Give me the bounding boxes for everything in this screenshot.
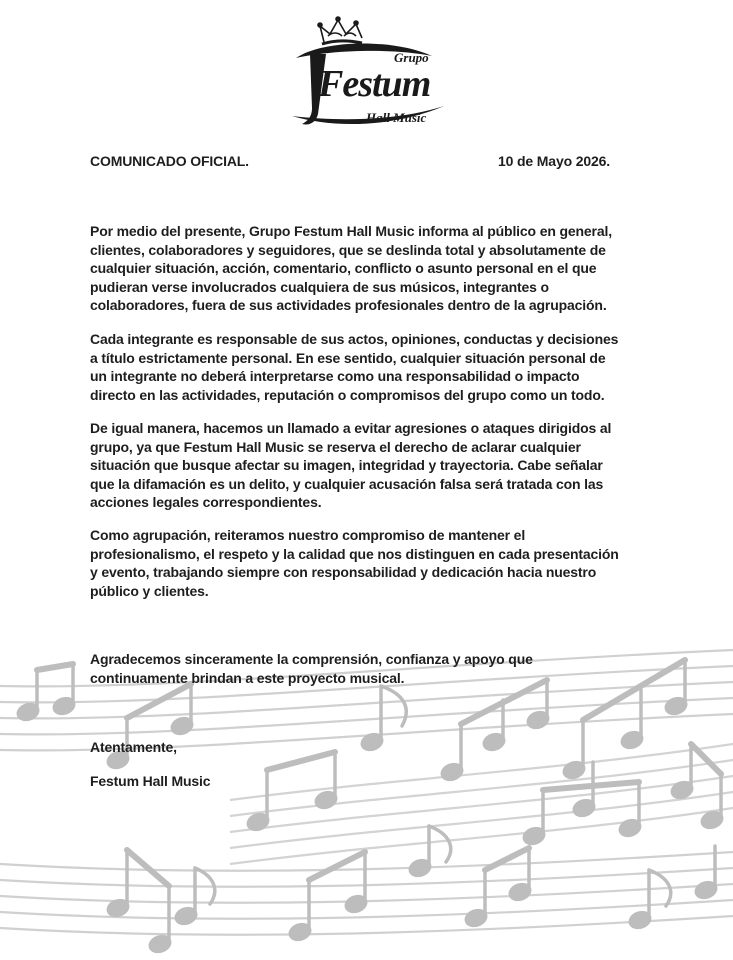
- paragraph-2: [90, 330, 650, 404]
- letter-title: COMUNICADO OFICIAL.: [90, 153, 249, 169]
- paragraph-line: y evento, trabajando siempre con responsabilidad y dedicación hacia nuestro: [90, 564, 597, 581]
- paragraph-line: directo en las actividades, reputación o compromisos del grupo como un todo.: [90, 386, 605, 403]
- signature-name: Festum Hall Music: [90, 773, 211, 789]
- paragraph-line: continuamente brindan a este proyecto musical.: [90, 669, 405, 686]
- paragraph-line: Como agrupación, reiteramos nuestro compromiso de mantener el: [90, 527, 526, 543]
- paragraph-1: [90, 222, 650, 315]
- paragraph-3: [90, 419, 650, 512]
- paragraph-line: pudieran verse involucrados cualquiera de sus músicos, integrantes o: [90, 278, 549, 295]
- thanks-paragraph: [90, 650, 650, 687]
- paragraph-line: acciones legales correspondientes.: [90, 494, 322, 511]
- closing-salutation: Atentamente,: [90, 739, 177, 755]
- logo-brand-name: Festum: [318, 63, 431, 105]
- paragraph-line: un integrante no deberá interpretarse como una responsabilidad o impacto: [90, 368, 580, 385]
- crown-icon: [318, 17, 362, 44]
- paragraph-line: grupo, ya que Festum Hall Music se reserva el derecho de aclarar cualquier: [90, 438, 581, 455]
- paragraph-line: situación que busque afectar su imagen, integridad y trayectoria. Cabe señalar: [90, 457, 603, 474]
- logo-brand-small: Grupo: [394, 50, 429, 65]
- paragraph-line: clientes, colaboradores y seguidores, que se deslinda total y absolutamente de: [90, 241, 606, 258]
- paragraph-line: que la difamación es un delito, y cualquier acusación falsa será tratada con las: [90, 475, 604, 492]
- paragraph-line: a título estrictamente personal. En ese sentido, cualquier situación personal de: [90, 349, 606, 366]
- paragraph-line: cualquier situación, acción, comentario, conflicto o asunto personal en el que: [90, 260, 597, 277]
- paragraph-line: De igual manera, hacemos un llamado a evitar agresiones o ataques dirigidos al: [90, 420, 612, 436]
- paragraph-line: Cada integrante es responsable de sus actos, opiniones, conductas y decisiones: [90, 331, 619, 347]
- paragraph-line: Agradecemos sinceramente la comprensión, confianza y apoyo que: [90, 651, 533, 667]
- letter-date: 10 de Mayo 2026.: [498, 153, 610, 169]
- paragraph-line: Por medio del presente, Grupo Festum Hall Music informa al público en general,: [90, 223, 612, 239]
- logo-tagline: Hall Music: [366, 110, 427, 125]
- paragraph-line: colaboradores, fuera de sus actividades profesionales dentro de la agrupación.: [90, 297, 607, 314]
- paragraph-line: público y clientes.: [90, 582, 209, 599]
- festum-logo: [282, 10, 452, 140]
- paragraph-line: profesionalismo, el respeto y la calidad que nos distinguen en cada presentación: [90, 545, 619, 562]
- paragraph-4: [90, 526, 650, 600]
